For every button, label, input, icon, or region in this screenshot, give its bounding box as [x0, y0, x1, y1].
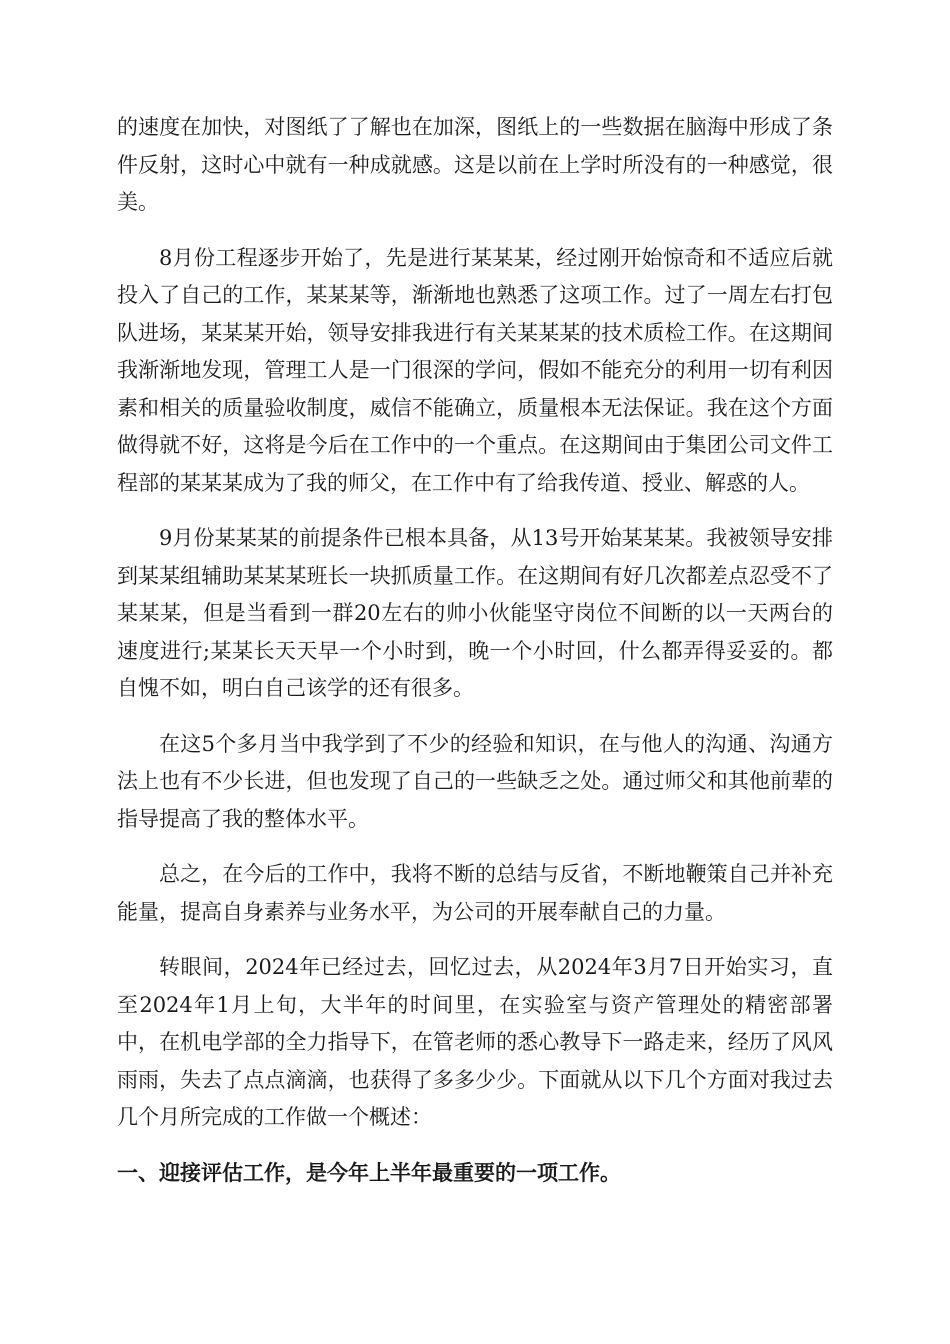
- paragraph-review: 转眼间，2024年已经过去，回忆过去，从2024年3月7日开始实习，直至2024年1月上旬，大半年的时间里，在实验室与资产管理处的精密部署中，在机电学部的全力指导下，在管老师的悉心教导下一路走来，经历了风风雨雨，失去了点点滴滴，也获得了多多少少。下面就从以下几个方面对我过去几个月所完成的工作做一个概述：: [117, 955, 833, 1129]
- paragraph-summary: 总之，在今后的工作中，我将不断的总结与反省，不断地鞭策自己并补充能量，提高自身素养与业务水平，为公司的开展奉献自己的力量。: [117, 862, 833, 924]
- paragraph-september: 9月份某某某的前提条件已根本具备，从13号开始某某某。我被领导安排到某某组辅助某某某班长一块抓质量工作。在这期间有好几次都差点忍受不了某某某，但是当看到一群20左右的帅小伙能坚守岗位不间断的以一天两台的速度进行;某某长天天早一个小时到，晚一个小时回，什么都弄得妥妥的。都自愧不如，明白自己该学的还有很多。: [117, 526, 833, 700]
- section-heading: 一、迎接评估工作，是今年上半年最重要的一项工作。: [117, 1160, 621, 1185]
- document-body: [117, 109, 833, 1192]
- paragraph-continuation: 的速度在加快，对图纸了了解也在加深，图纸上的一些数据在脑海中形成了条件反射，这时心中就有一种成就感。这是以前在上学时所没有的一种感觉，很美。: [117, 115, 833, 214]
- paragraph-five-months: 在这5个多月当中我学到了不少的经验和知识，在与他人的沟通、沟通方法上也有不少长进，但也发现了自己的一些缺乏之处。通过师父和其他前辈的指导提高了我的整体水平。: [117, 731, 833, 831]
- paragraph-august: 8月份工程逐步开始了，先是进行某某某，经过刚开始惊奇和不适应后就投入了自己的工作，某某某等，渐渐地也熟悉了这项工作。过了一周左右打包队进场，某某某开始，领导安排我进行有关某某某的技术质检工作。在这期间我渐渐地发现，管理工人是一门很深的学问，假如不能充分的利用一切有利因素和相关的质量验收制度，威信不能确立，质量根本无法保证。我在这个方面做得就不好，这将是今后在工作中的一个重点。在这期间由于集团公司文件工程部的某某某成为了我的师父，在工作中有了给我传道、授业、解惑的人。: [117, 245, 833, 495]
